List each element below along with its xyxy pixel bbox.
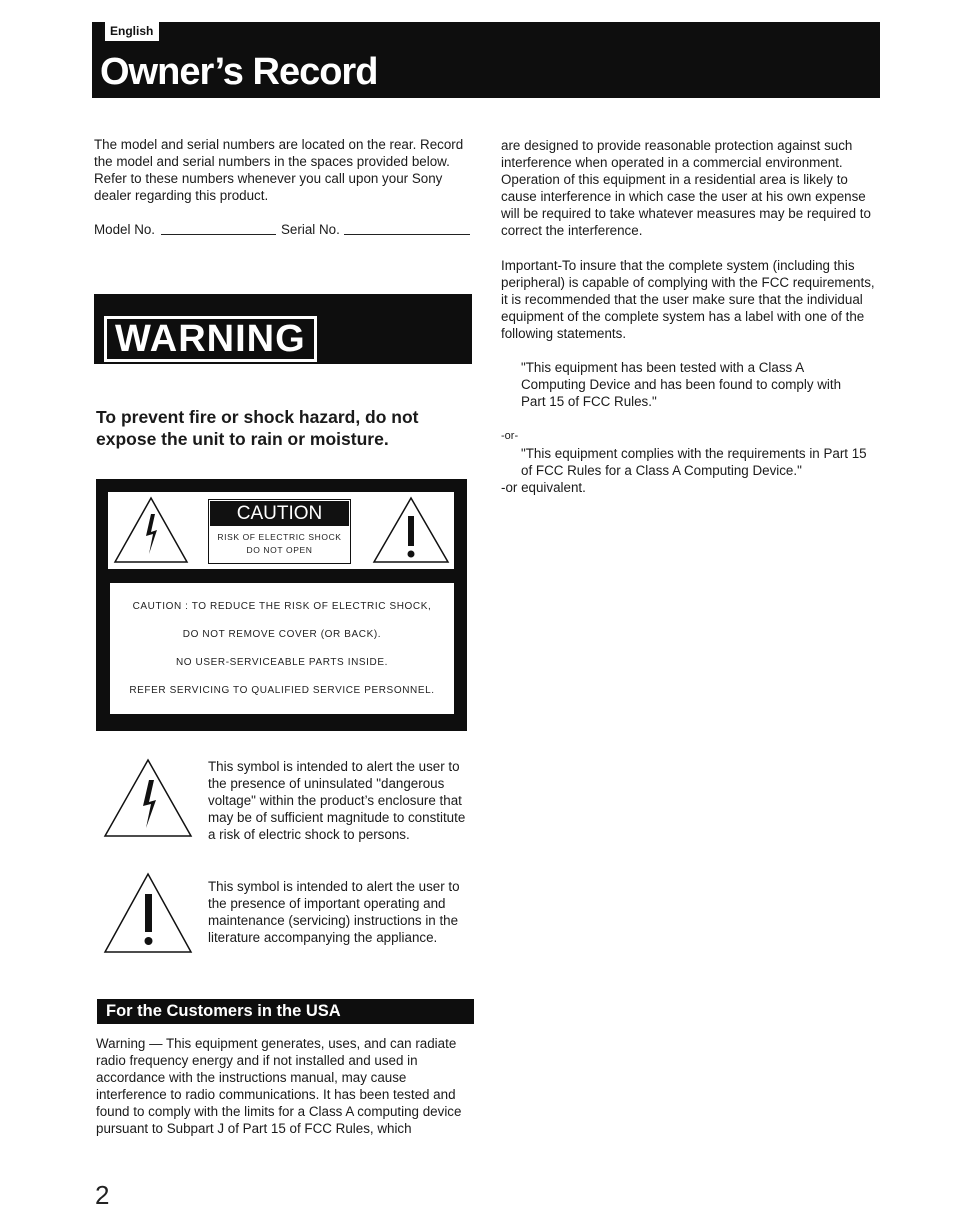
fcc-important-text: Important-To insure that the complete system (including this peripheral) is capable of complying with the FCC requirements, it is recommended that the user make sure that the individual equipment of the complete system has a label with one of the following statements. xyxy=(501,258,875,341)
warning-title: WARNING xyxy=(104,316,317,362)
caution-line-1: CAUTION : TO REDUCE THE RISK OF ELECTRIC SHOCK, xyxy=(132,601,432,612)
or-separator: -or- xyxy=(501,430,519,442)
usa-warning-text: Warning — This equipment generates, uses, and can radiate radio frequency energy and if not installed and used in accordance with the instructions manual, may cause interference to radio communications. It has been tested and found to comply with the limits for a Class A computing device pursuant to Subpart J of Part 15 of FCC Rules, which xyxy=(96,1036,462,1136)
page-number: 2 xyxy=(95,1180,110,1210)
owner-record-intro: The model and serial numbers are located on the rear. Record the model and serial numbers in the spaces provided below. Refer to these numbers whenever you call upon your Sony dealer regarding this product. xyxy=(94,137,464,203)
warning-headline: To prevent fire or shock hazard, do not expose the unit to rain or moisture. xyxy=(96,407,419,449)
caution-sub-line-2: DO NOT OPEN xyxy=(246,545,313,555)
model-label: Model No. xyxy=(94,222,156,237)
or-equivalent: -or equivalent. xyxy=(501,480,586,495)
exclamation-symbol-text: This symbol is intended to alert the user to the presence of important operating and maintenance (servicing) instructions in the literature accompanying the appliance. xyxy=(208,879,460,945)
lightning-warning-icon xyxy=(113,496,189,564)
serial-label: Serial No. xyxy=(281,222,340,237)
language-tab: English xyxy=(102,22,159,41)
fcc-statement-1: "This equipment has been tested with a Class A Computing Device and has been found to comply with Part 15 of FCC Rules." xyxy=(521,360,842,409)
model-number-field[interactable] xyxy=(161,234,276,235)
fcc-statement-2: "This equipment complies with the requirements in Part 15 of FCC Rules for a Class A Computing Device." xyxy=(521,446,867,478)
exclamation-symbol-icon xyxy=(103,872,193,954)
caution-line-3: NO USER-SERVICEABLE PARTS INSIDE. xyxy=(175,657,389,668)
caution-line-4: REFER SERVICING TO QUALIFIED SERVICE PERSONNEL. xyxy=(129,685,435,696)
exclamation-warning-icon xyxy=(372,496,450,564)
caution-line-2: DO NOT REMOVE COVER (OR BACK). xyxy=(182,629,382,640)
caution-label: CAUTION xyxy=(210,501,349,526)
caution-sub-line-1: RISK OF ELECTRIC SHOCK xyxy=(217,532,342,542)
usa-section-title: For the Customers in the USA xyxy=(106,1002,341,1020)
lightning-symbol-icon xyxy=(103,758,193,838)
serial-number-field[interactable] xyxy=(344,234,470,235)
fcc-continuation-text: are designed to provide reasonable protection against such interference when operated in a commercial environment. Operation of this equipment in a residential area is likely to cause interference in which case the user at his own expense will be required to take whatever measures may be required to correct the interference. xyxy=(501,138,871,238)
page-title: Owner’s Record xyxy=(100,51,378,93)
lightning-symbol-text: This symbol is intended to alert the user to the presence of uninsulated "dangerous voltage" within the product’s enclosure that may be of sufficient magnitude to constitute a risk of electric shock to persons. xyxy=(208,759,466,842)
